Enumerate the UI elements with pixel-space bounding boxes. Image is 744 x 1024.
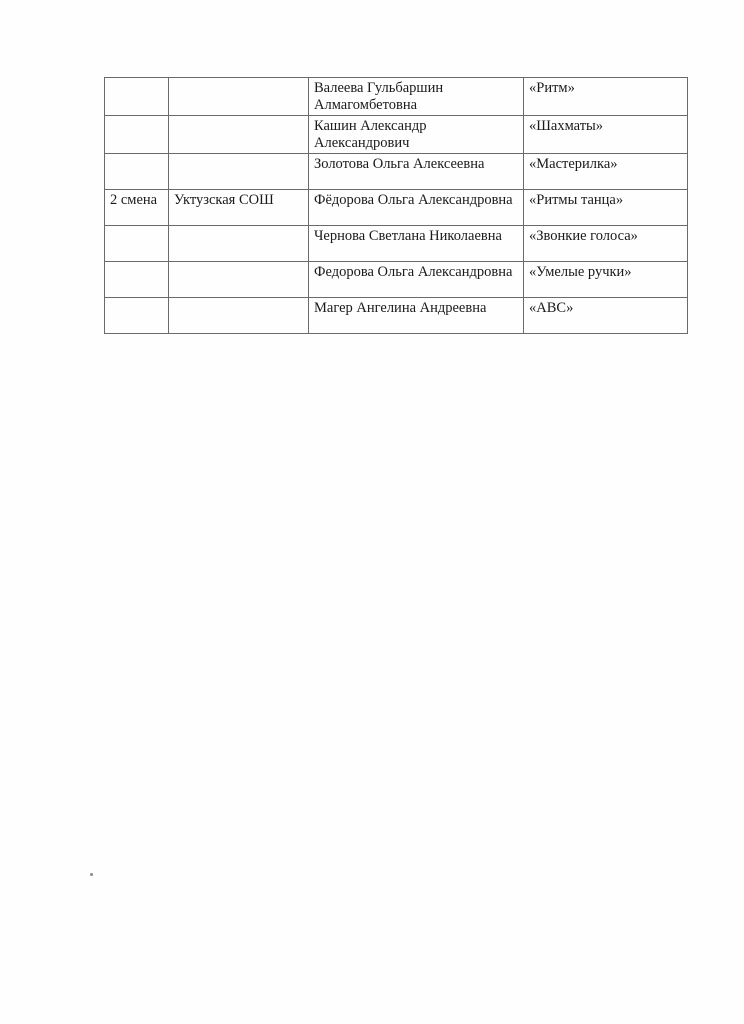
club-cell: «Ритмы танца» [524,190,688,226]
shift-cell [105,262,169,298]
table-row [105,298,688,334]
table-row [105,116,688,154]
teacher-cell: Кашин Александр Александрович [309,116,524,154]
teacher-cell: Федорова Ольга Александровна [309,262,524,298]
teacher-cell: Валеева Гульбаршин Алмагомбетовна [309,78,524,116]
school-cell [169,298,309,334]
club-cell: «Мастерилка» [524,154,688,190]
shift-cell [105,298,169,334]
shift-cell [105,116,169,154]
shift-cell: 2 смена [105,190,169,226]
club-cell: «АВС» [524,298,688,334]
club-cell: «Ритм» [524,78,688,116]
school-cell: Уктузская СОШ [169,190,309,226]
club-cell: «Умелые ручки» [524,262,688,298]
teacher-cell: Золотова Ольга Алексеевна [309,154,524,190]
school-cell [169,116,309,154]
table-row [105,154,688,190]
table-row [105,262,688,298]
club-cell: «Шахматы» [524,116,688,154]
teacher-cell: Магер Ангелина Андреевна [309,298,524,334]
school-cell [169,154,309,190]
shift-cell [105,154,169,190]
table-row [105,226,688,262]
table-row [105,190,688,226]
teacher-cell: Чернова Светлана Николаевна [309,226,524,262]
school-cell [169,78,309,116]
scan-speck [90,873,93,876]
clubs-table [104,77,688,334]
school-cell [169,262,309,298]
school-cell [169,226,309,262]
club-cell: «Звонкие голоса» [524,226,688,262]
shift-cell [105,78,169,116]
table-row [105,78,688,116]
shift-cell [105,226,169,262]
teacher-cell: Фёдорова Ольга Александровна [309,190,524,226]
